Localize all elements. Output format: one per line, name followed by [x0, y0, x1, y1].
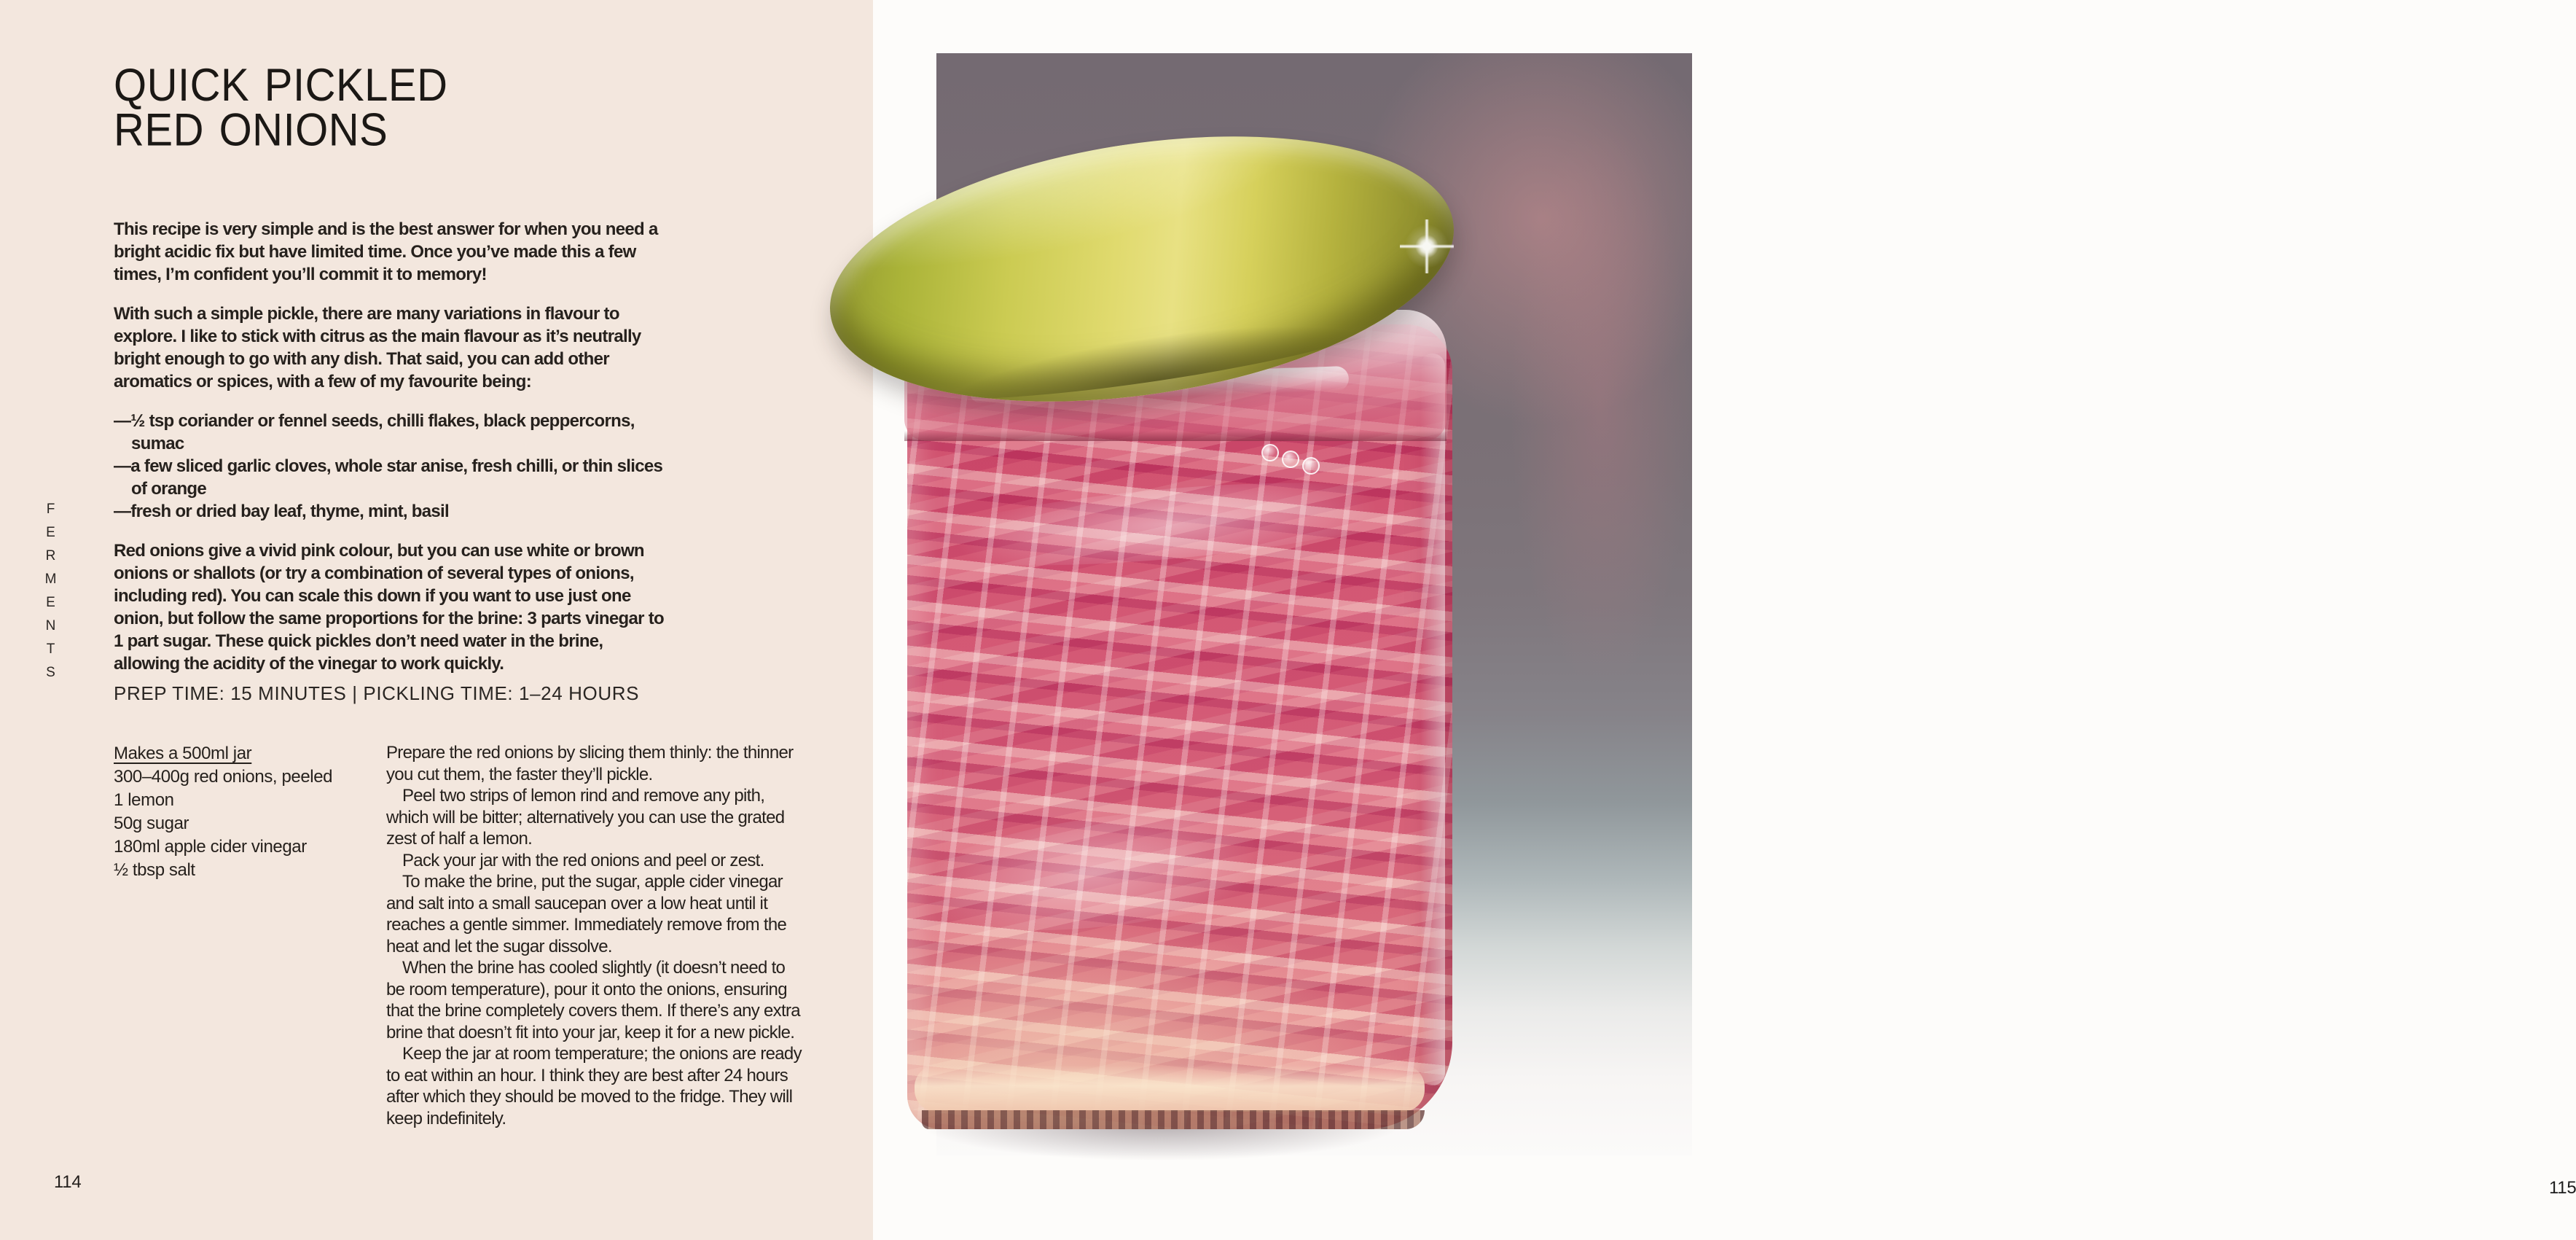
ingredient-item: 1 lemon	[114, 790, 174, 810]
note-paragraph: Red onions give a vivid pink colour, but you can use white or brown onions or shallots (or try a combination of several types of onions, including red). You can scale this down if you want to use just one onion, but follow the same proportions for the brine: 3 parts vinegar to 1 part sugar. These quick pickles don’t need water in the brine, allowing the acidity of the vinegar to work quickly.	[114, 541, 664, 674]
yield-line: Makes a 500ml jar	[114, 744, 252, 763]
method-step: To make the brine, put the sugar, apple cider vinegar and salt into a small saucepan over a low heat until it reaches a gentle simmer. Immediately remove from the heat and let the sugar dissolve.	[386, 872, 787, 956]
prep-time-line: PREP TIME: 15 MINUTES | PICKLING TIME: 1–24 HOURS	[114, 682, 640, 704]
jar-base-reflection	[915, 1065, 1425, 1112]
variation-item: —½ tsp coriander or fennel seeds, chilli flakes, black peppercorns, sumac	[114, 411, 635, 453]
ingredient-item: 50g sugar	[114, 814, 189, 833]
light-sparkle	[1400, 219, 1454, 273]
jar-base-edge	[922, 1110, 1425, 1129]
method-step: When the brine has cooled slightly (it doesn’t need to be room temperature), pour it onto the onions, ensuring that the brine completely covers them. If there’s any extra brine that doesn’t fit into your jar, keep it for a new pickle.	[386, 958, 800, 1042]
jar-body	[907, 324, 1452, 1129]
recipe-introduction	[114, 218, 672, 692]
recipe-title-line-2: RED ONIONS	[114, 104, 388, 156]
variation-list	[114, 410, 672, 523]
variation-item: —fresh or dried bay leaf, thyme, mint, basil	[114, 502, 449, 521]
recipe-title-line-1: QUICK PICKLED	[114, 59, 448, 111]
ingredient-item: 300–400g red onions, peeled	[114, 767, 333, 787]
method-step: Prepare the red onions by slicing them thinly: the thinner you cut them, the faster they’ll pickle.	[386, 743, 794, 784]
page-number-right: 115	[2549, 1178, 2576, 1198]
method-step: Peel two strips of lemon rind and remove any pith, which will be bitter; alternatively you can use the grated zest of half a lemon.	[386, 786, 785, 849]
intro-paragraph: With such a simple pickle, there are many variations in flavour to explore. I like to stick with citrus as the main flavour as it’s neutrally bright enough to go with any dish. That said, you can add other aromatics or spices, with a few of my favourite being:	[114, 304, 641, 391]
method-step: Keep the jar at room temperature; the onions are ready to eat within an hour. I think they are best after 24 hours after which they should be moved to the fridge. They will keep indefinitely.	[386, 1044, 802, 1128]
air-bubble	[1261, 444, 1279, 461]
right-page	[873, 0, 2576, 1240]
ingredient-item: ½ tbsp salt	[114, 860, 195, 880]
air-bubble	[1302, 457, 1320, 475]
ingredient-list	[114, 765, 383, 882]
pickled-onion-jar-photo	[936, 53, 1692, 1155]
recipe-title	[114, 59, 448, 156]
air-bubble	[1282, 451, 1299, 468]
page-number-left: 114	[54, 1172, 82, 1192]
chapter-label: FERMENTS	[43, 502, 58, 688]
left-page	[0, 0, 873, 1240]
method-column	[386, 742, 803, 1129]
intro-paragraph: This recipe is very simple and is the best answer for when you need a bright acidic fix but have limited time. Once you’ve made this a few times, I’m confident you’ll commit it to memory!	[114, 219, 658, 284]
ingredients-column	[114, 742, 383, 882]
ingredient-item: 180ml apple cider vinegar	[114, 837, 307, 857]
variation-item: —a few sliced garlic cloves, whole star anise, fresh chilli, or thin slices of orange	[114, 456, 663, 499]
method-step: Pack your jar with the red onions and peel or zest.	[402, 850, 764, 870]
